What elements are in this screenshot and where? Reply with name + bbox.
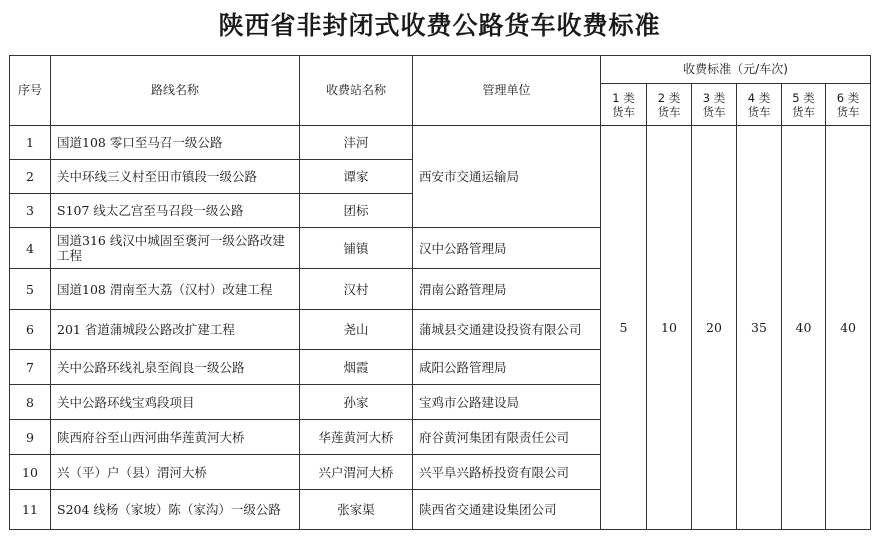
management-unit: 咸阳公路管理局 <box>413 350 601 385</box>
row-number: 8 <box>10 385 51 420</box>
management-unit: 蒲城县交通建设投资有限公司 <box>413 310 601 350</box>
station-name: 孙家 <box>300 385 413 420</box>
route-name: S107 线太乙宫至马召段一级公路 <box>51 194 300 228</box>
station-name: 团标 <box>300 194 413 228</box>
fee-tier-2: 10 <box>647 126 692 530</box>
fee-tier-5: 40 <box>782 126 826 530</box>
management-unit: 宝鸡市公路建设局 <box>413 385 601 420</box>
row-number: 2 <box>10 160 51 194</box>
route-name: S204 线杨（家坡）陈（家沟）一级公路 <box>51 490 300 530</box>
management-unit: 西安市交通运输局 <box>413 126 601 228</box>
management-unit: 渭南公路管理局 <box>413 269 601 310</box>
fee-tier-3: 20 <box>692 126 737 530</box>
row-number: 10 <box>10 455 51 490</box>
management-unit: 府谷黄河集团有限责任公司 <box>413 420 601 455</box>
fee-tier-1: 5 <box>601 126 647 530</box>
row-number: 11 <box>10 490 51 530</box>
station-name: 兴户渭河大桥 <box>300 455 413 490</box>
fee-tier-6: 40 <box>826 126 871 530</box>
header-row <box>10 56 871 84</box>
row-number: 6 <box>10 310 51 350</box>
fee-tier-4: 35 <box>737 126 782 530</box>
station-name: 张家渠 <box>300 490 413 530</box>
station-name: 尧山 <box>300 310 413 350</box>
station-name: 华莲黄河大桥 <box>300 420 413 455</box>
table-row <box>10 126 871 160</box>
row-number: 5 <box>10 269 51 310</box>
row-number: 4 <box>10 228 51 269</box>
header-tier-3: 3 类 货车 <box>692 84 737 126</box>
route-name: 国道316 线汉中城固至褒河一级公路改建工程 <box>51 228 300 269</box>
header-fee-standard: 收费标准（元/车次) <box>601 56 871 84</box>
station-name: 汉村 <box>300 269 413 310</box>
route-name: 陕西府谷至山西河曲华莲黄河大桥 <box>51 420 300 455</box>
fee-table <box>9 55 871 530</box>
management-unit: 陕西省交通建设集团公司 <box>413 490 601 530</box>
route-name: 关中公路环线礼泉至阎良一级公路 <box>51 350 300 385</box>
header-tier-5: 5 类 货车 <box>782 84 826 126</box>
route-name: 兴（平）户（县）渭河大桥 <box>51 455 300 490</box>
header-tier-1: 1 类 货车 <box>601 84 647 126</box>
header-station: 收费站名称 <box>300 56 413 126</box>
station-name: 烟霞 <box>300 350 413 385</box>
station-name: 谭家 <box>300 160 413 194</box>
header-seq: 序号 <box>10 56 51 126</box>
station-name: 沣河 <box>300 126 413 160</box>
row-number: 1 <box>10 126 51 160</box>
row-number: 7 <box>10 350 51 385</box>
header-tier-4: 4 类 货车 <box>737 84 782 126</box>
route-name: 国道108 渭南至大荔（汉村）改建工程 <box>51 269 300 310</box>
header-unit: 管理单位 <box>413 56 601 126</box>
route-name: 关中环线三义村至田市镇段一级公路 <box>51 160 300 194</box>
header-tier-6: 6 类 货车 <box>826 84 871 126</box>
header-tier-2: 2 类 货车 <box>647 84 692 126</box>
row-number: 3 <box>10 194 51 228</box>
route-name: 国道108 零口至马召一级公路 <box>51 126 300 160</box>
header-route: 路线名称 <box>51 56 300 126</box>
management-unit: 汉中公路管理局 <box>413 228 601 269</box>
row-number: 9 <box>10 420 51 455</box>
route-name: 201 省道蒲城段公路改扩建工程 <box>51 310 300 350</box>
route-name: 关中公路环线宝鸡段项目 <box>51 385 300 420</box>
station-name: 铺镇 <box>300 228 413 269</box>
page-title: 陕西省非封闭式收费公路货车收费标准 <box>218 11 661 40</box>
management-unit: 兴平阜兴路桥投资有限公司 <box>413 455 601 490</box>
